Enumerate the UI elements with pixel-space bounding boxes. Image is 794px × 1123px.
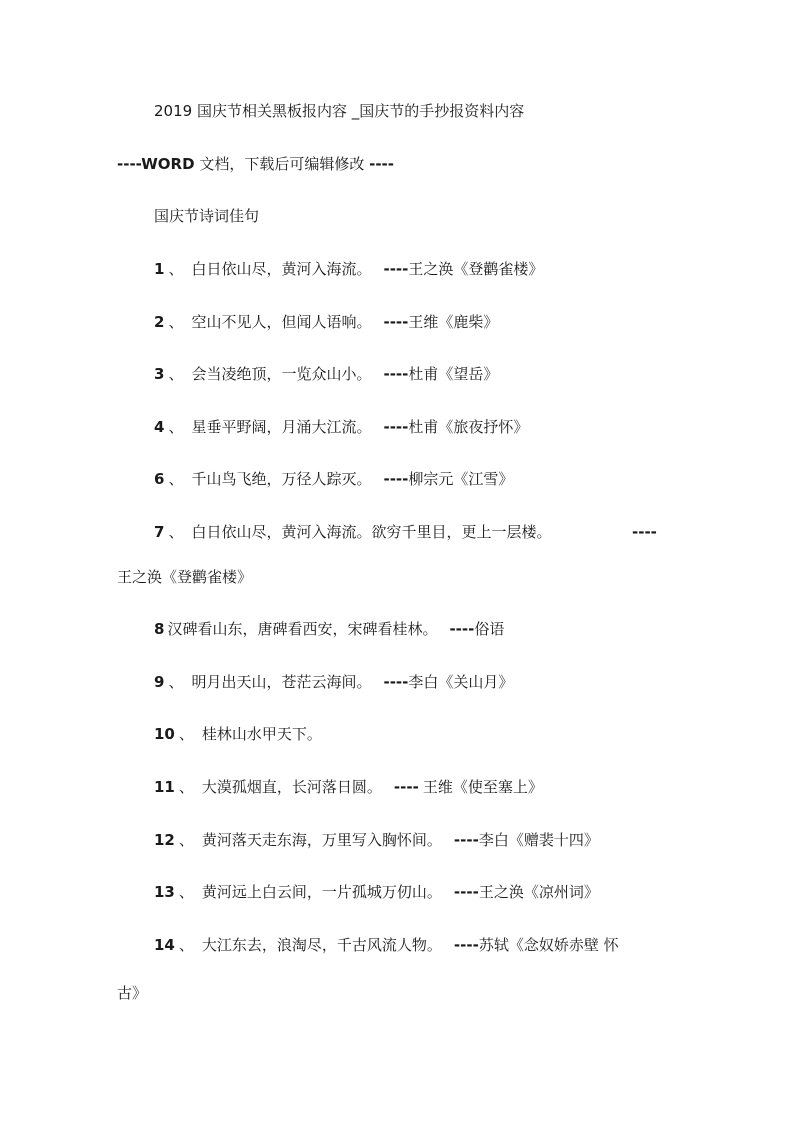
poem-item-13 xyxy=(154,881,599,903)
item-attribution: 俗语 xyxy=(474,620,505,638)
item-text: 黄河落天走东海，万里写入胸怀间。 xyxy=(201,831,442,849)
item-text: 桂林山水甲天下。 xyxy=(201,725,322,743)
item-separator: 、 xyxy=(178,725,194,743)
item-attribution: 王之涣《登鹳雀楼》 xyxy=(408,260,544,278)
item-separator: 、 xyxy=(178,831,194,849)
item-number: 14 xyxy=(154,936,175,954)
item-separator: 、 xyxy=(168,470,184,488)
item-number: 10 xyxy=(154,725,175,743)
item-text: 会当凌绝顶，一览众山小。 xyxy=(191,365,372,383)
item-separator: 、 xyxy=(168,673,184,691)
item-text: 星垂平野阔，月涌大江流。 xyxy=(191,418,372,436)
item-dash: ---- xyxy=(453,883,479,901)
item-attribution: 李白《关山月》 xyxy=(408,673,514,691)
item-text: 千山鸟飞绝，万径人踪灭。 xyxy=(191,470,372,488)
poem-item-10 xyxy=(154,723,322,745)
item-dash: ---- xyxy=(383,673,409,691)
poem-item-9 xyxy=(154,671,513,693)
item-separator: 、 xyxy=(168,418,184,436)
word-note-text: 文档，下载后可编辑修改 xyxy=(194,155,370,173)
item-separator: 、 xyxy=(178,883,194,901)
item-attribution: 王之涣《凉州词》 xyxy=(478,883,599,901)
item-number: 12 xyxy=(154,831,175,849)
item-text: 汉碑看山东，唐碑看西安，宋碑看桂林。 xyxy=(167,620,438,638)
section-heading-text: 国庆节诗词佳句 xyxy=(154,207,260,225)
item-text: 黄河远上白云间，一片孤城万仞山。 xyxy=(201,883,442,901)
item-dash: ---- xyxy=(453,936,479,954)
item-attribution: 苏轼《念奴娇赤壁 怀 xyxy=(478,936,619,954)
poem-item-12 xyxy=(154,829,599,851)
word-note xyxy=(117,153,394,175)
item-number: 9 xyxy=(154,673,165,691)
poem-item-4 xyxy=(154,416,528,438)
item-attribution: 李白《赠裴十四》 xyxy=(478,831,599,849)
item-separator: 、 xyxy=(168,260,184,278)
item-number: 7 xyxy=(154,523,165,541)
item-dash: ---- xyxy=(449,620,475,638)
item-separator: 、 xyxy=(168,523,184,541)
item-text: 大江东去，浪淘尽，千古风流人物。 xyxy=(201,936,442,954)
item-attribution: 王之涣《登鹳雀楼》 xyxy=(117,568,253,586)
item-separator: 、 xyxy=(168,365,184,383)
poem-item-7-continuation xyxy=(117,566,252,588)
item-attribution: 杜甫《旅夜抒怀》 xyxy=(408,418,529,436)
poem-item-11 xyxy=(154,776,543,798)
item-text: 白日依山尽，黄河入海流。欲穷千里目，更上一层楼。 xyxy=(191,523,552,541)
item-text: 明月出天山，苍茫云海间。 xyxy=(191,673,372,691)
item-attribution-continued: 古》 xyxy=(117,984,148,1002)
word-note-word: WORD xyxy=(141,155,195,173)
item-dash: ---- xyxy=(383,470,409,488)
item-text: 空山不见人，但闻人语响。 xyxy=(191,313,372,331)
poem-item-3 xyxy=(154,363,498,385)
poem-item-14 xyxy=(154,934,619,956)
item-number: 13 xyxy=(154,883,175,901)
word-note-dash-left: ---- xyxy=(117,155,142,173)
item-attribution: 柳宗元《江雪》 xyxy=(408,470,514,488)
item-number: 1 xyxy=(154,260,165,278)
item-number: 2 xyxy=(154,313,165,331)
item-text: 大漠孤烟直，长河落日圆。 xyxy=(201,778,382,796)
item-dash: ---- xyxy=(453,831,479,849)
item-dash: ---- xyxy=(383,313,409,331)
item-number: 11 xyxy=(154,778,175,796)
item-separator: 、 xyxy=(178,936,194,954)
poem-item-7 xyxy=(154,521,551,543)
item-number: 4 xyxy=(154,418,165,436)
item-attribution: 杜甫《望岳》 xyxy=(408,365,499,383)
word-note-dash-right: ---- xyxy=(369,155,394,173)
item-separator: 、 xyxy=(168,313,184,331)
poem-item-14-continuation xyxy=(117,982,147,1004)
item-number: 3 xyxy=(154,365,165,383)
item-7-dash: ---- xyxy=(632,523,657,541)
item-attribution: 王维《鹿柴》 xyxy=(408,313,499,331)
poem-item-8 xyxy=(154,618,504,640)
item-dash: ---- xyxy=(393,778,419,796)
item-number: 8 xyxy=(154,620,165,638)
poem-item-6 xyxy=(154,468,513,490)
document-title xyxy=(154,100,524,122)
section-heading xyxy=(154,205,259,227)
item-number: 6 xyxy=(154,470,165,488)
poem-item-2 xyxy=(154,311,498,333)
item-text: 白日依山尽，黄河入海流。 xyxy=(191,260,372,278)
title-text: 2019 国庆节相关黑板报内容 _国庆节的手抄报资料内容 xyxy=(154,102,525,120)
poem-item-1 xyxy=(154,258,543,280)
item-attribution: 王维《使至塞上》 xyxy=(422,778,543,796)
item-separator: 、 xyxy=(178,778,194,796)
item-dash: ---- xyxy=(383,418,409,436)
item-dash: ---- xyxy=(383,365,409,383)
item-dash: ---- xyxy=(383,260,409,278)
